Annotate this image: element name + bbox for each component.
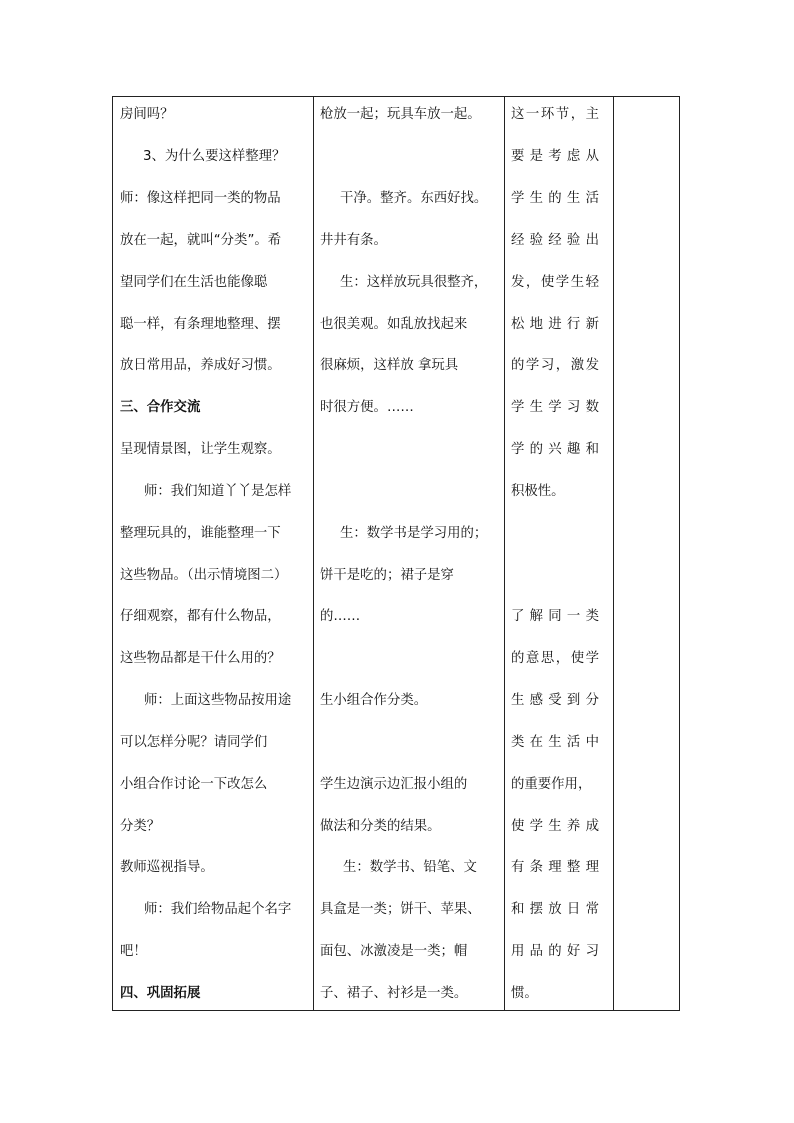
teaching-text-line: 师：我们给物品起个名字 [144, 902, 292, 917]
design-text-line: 松 地 进 行 新 [511, 317, 599, 332]
design-text-line: 和 摆 放 日 常 [511, 902, 599, 917]
teaching-text-line: 房间吗？ [120, 107, 174, 122]
student-text-line: 面包、冰激凌是一类；帽 [320, 944, 468, 959]
design-text-line: 经 验 经 验 出 [511, 233, 599, 248]
column-divider [313, 97, 314, 1010]
teaching-text-line: 师：像这样把同一类的物品 [120, 191, 281, 206]
teaching-text-line: 整理玩具的，谁能整理一下 [120, 526, 281, 541]
design-text-line: 类 在 生 活 中 [511, 735, 599, 750]
design-text-line: 的 意 思 ， 使 学 [511, 651, 599, 666]
design-text-line: 生 感 受 到 分 [511, 693, 599, 708]
teaching-text-line: 这些物品。（出示情境图二） [120, 568, 288, 583]
student-text-line: 学生边演示边汇报小组的 [320, 777, 468, 792]
teaching-text-line: 四、巩固拓展 [120, 986, 201, 1001]
design-intent-column [511, 97, 607, 1010]
teaching-text-line: 这些物品都是干什么用的？ [120, 651, 281, 666]
teaching-text-line: 小组合作讨论一下改怎么 [120, 777, 268, 792]
teaching-text-line: 吧！ [120, 944, 147, 959]
student-text-line: 干净。整齐。东西好找。 [340, 191, 488, 206]
column-divider [504, 97, 505, 1010]
teaching-text-line: 三、合作交流 [120, 400, 201, 415]
design-text-line: 用 品 的 好 习 [511, 944, 599, 959]
teaching-text-line: 仔细观察，都有什么物品， [120, 609, 281, 624]
student-text-line: 的…… [320, 609, 361, 624]
design-text-line: 学 生 的 生 活 [511, 191, 599, 206]
teaching-text-line: 师：上面这些物品按用途 [144, 693, 292, 708]
student-text-line: 饼干是吃的；裙子是穿 [320, 568, 454, 583]
design-text-line: 惯。 [511, 986, 538, 1001]
design-text-line: 发 ， 使 学 生 轻 [511, 275, 599, 290]
teaching-text-line: 教师巡视指导。 [120, 860, 214, 875]
design-text-line: 积极性。 [511, 484, 565, 499]
design-text-line: 了 解 同 一 类 [511, 609, 599, 624]
student-text-line: 井井有条。 [320, 233, 387, 248]
student-text-line: 时很方便。…… [320, 400, 414, 415]
student-text-line: 生：数学书是学习用的； [340, 526, 488, 541]
column-divider [613, 97, 614, 1010]
teaching-text-line: 可以怎样分呢？请同学们 [120, 735, 268, 750]
student-text-line: 生小组合作分类。 [320, 693, 428, 708]
teaching-text-line: 3、为什么要这样整理？ [143, 149, 286, 164]
student-text-line: 子、裙子、衬衫是一类。 [320, 986, 468, 1001]
design-text-line: 的重要作用， [511, 777, 592, 792]
student-text-line: 枪放一起；玩具车放一起。 [320, 107, 481, 122]
student-text-line: 生：数学书、铅笔、文 [343, 860, 477, 875]
teaching-process-column [120, 97, 310, 1010]
design-text-line: 使 学 生 养 成 [511, 819, 599, 834]
student-text-line: 很麻烦，这样放 拿玩具 [320, 358, 459, 373]
teaching-text-line: 分类？ [120, 819, 161, 834]
teaching-text-line: 聪一样，有条理地整理、摆 [120, 317, 281, 332]
student-text-line: 生：这样放玩具很整齐， [340, 275, 488, 290]
student-activity-column [320, 97, 500, 1010]
teaching-text-line: 放日常用品，养成好习惯。 [120, 358, 281, 373]
notes-column [620, 97, 676, 1010]
student-text-line: 做法和分类的结果。 [320, 819, 441, 834]
student-text-line: 也很美观。如乱放找起来 [320, 317, 468, 332]
lesson-plan-table [112, 96, 680, 1011]
design-text-line: 有 条 理 整 理 [511, 860, 599, 875]
design-text-line: 学 生 学 习 数 [511, 400, 599, 415]
teaching-text-line: 师：我们知道丫丫是怎样 [144, 484, 292, 499]
teaching-text-line: 望同学们在生活也能像聪 [120, 275, 268, 290]
design-text-line: 学 的 兴 趣 和 [511, 442, 599, 457]
teaching-text-line: 呈现情景图，让学生观察。 [120, 442, 281, 457]
design-text-line: 这 一 环 节 ， 主 [511, 107, 599, 122]
design-text-line: 要 是 考 虑 从 [511, 149, 599, 164]
student-text-line: 具盒是一类；饼干、苹果、 [320, 902, 481, 917]
design-text-line: 的 学 习 ， 激 发 [511, 358, 599, 373]
teaching-text-line: 放在一起，就叫“分类”。希 [120, 233, 282, 248]
